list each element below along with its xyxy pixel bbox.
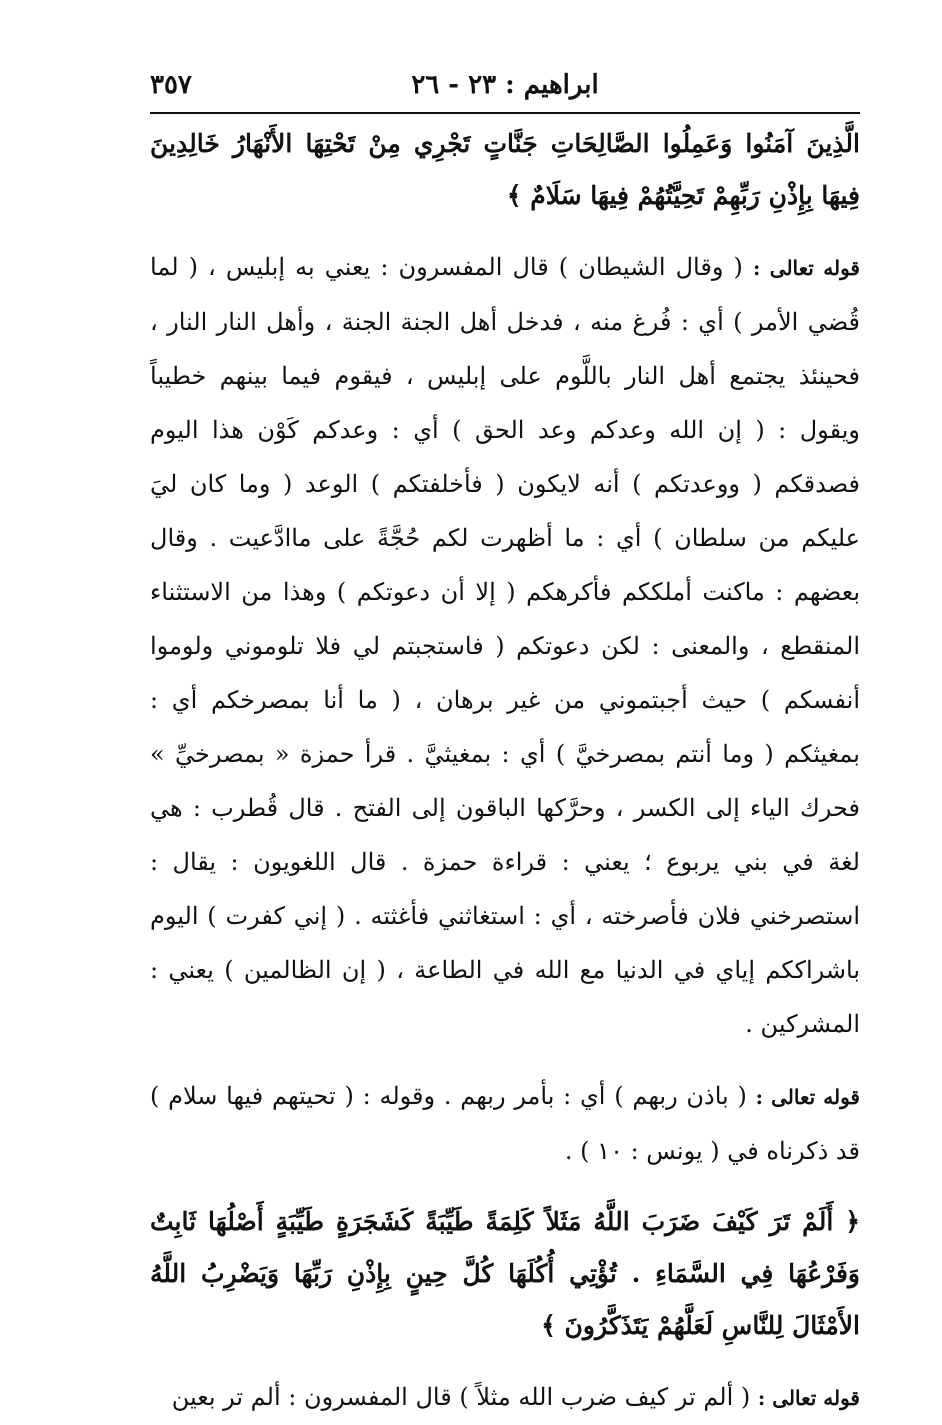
- paragraph-text: ( ألم تر كيف ضرب الله مثلاً ) قال المفسرون : ألم تر بعين: [171, 1383, 751, 1411]
- commentary-paragraph-2: [150, 1069, 860, 1178]
- surah-reference: ابراهيم : ٢٣ - ٢٦: [411, 70, 599, 100]
- header-divider: [150, 112, 860, 114]
- commentary-paragraph-3: [150, 1370, 860, 1425]
- spacer: [150, 1051, 860, 1069]
- paragraph-text: ( وقال الشيطان ) قال المفسرون : يعني به إبليس ، ( لما قُضي الأمر ) أي : فُرغ منه ، فدخل أهل الجنة الجنة ، وأهل النار النار ، فحينئذ يجتمع أهل النار باللَّوم على إبليس ، فيقوم فيما بينهم خطيباً ويقول : ( إن الله وعدكم وعد الحق ) أي : وعدكم كَوْن هذا اليوم فصدقكم ( ووعدتكم ) أنه لايكون ( فأخلفتكم ) الوعد ( وما كان ليَ عليكم من سلطان ) أي : ما أظهرت لكم حُجَّةً على ماادَّعيت . وقال بعضهم : ماكنت أملككم فأكرهكم ( إلا أن دعوتكم ) وهذا من الاستثناء المنقطع ، والمعنى : لكن دعوتكم ( فاستجبتم لي فلا تلوموني ولوموا أنفسكم ) حيث أجبتموني من غير برهان ، ( ما أنا بمصرخكم أي : بمغيثكم ( وما أنتم بمصرخيَّ ) أي : بمغيثيَّ . قرأ حمزة « بمصرخيِّ » فحرك الياء إلى الكسر ، وحرَّكها الباقون إلى الفتح . قال قُطرب : هي لغة في بني يربوع ؛ يعني : قراءة حمزة . قال اللغويون : يقال : استصرخني فلان فأصرخته ، أي : استغاثني فأغثته . ( إني كفرت ) اليوم باشراككم إياي في الدنيا مع الله في الطاعة ، ( إن الظالمين ) يعني : المشركين .: [150, 253, 861, 1038]
- page-header: [150, 66, 860, 106]
- paragraph-lead: قوله تعالى :: [755, 1085, 860, 1109]
- paragraph-lead: قوله تعالى :: [752, 256, 860, 280]
- spacer: [150, 1352, 860, 1370]
- spacer: [150, 1178, 860, 1196]
- spacer: [150, 222, 860, 240]
- paragraph-lead: قوله تعالى :: [757, 1386, 860, 1410]
- page-body: [150, 118, 860, 1425]
- page-number: ٣٥٧: [150, 70, 192, 100]
- quran-verse-1: الَّذِينَ آمَنُوا وَعَمِلُوا الصَّالِحَاتِ جَنَّاتٍ تَجْرِي مِنْ تَحْتِهَا الأَنْهَارُ خَالِدِينَ فِيهَا بِإِذْنِ رَبِّهِمْ تَحِيَّتُهُمْ فِيهَا سَلَامٌ ﴾: [150, 129, 860, 210]
- paragraph-text: ( باذن ربهم ) أي : بأمر ربهم . وقوله : ( تحيتهم فيها سلام ) قد ذكرناه في ( يونس : ١٠ ) .: [150, 1082, 860, 1165]
- quran-verse-2: ﴿ أَلَمْ تَرَ كَيْفَ ضَرَبَ اللَّهُ مَثَلاً كَلِمَةً طَيِّبَةً كَشَجَرَةٍ طَيِّبَةٍ أَصْلُهَا ثَابِتٌ وَفَرْعُهَا فِي السَّمَاءِ . تُؤْتِي أُكُلَهَا كُلَّ حِينٍ بِإِذْنِ رَبِّهَا وَيَضْرِبُ اللَّهُ الأَمْثَالَ لِلنَّاسِ لَعَلَّهُمْ يَتَذَكَّرُونَ ﴾: [150, 1207, 860, 1340]
- commentary-paragraph-1: [150, 240, 860, 1051]
